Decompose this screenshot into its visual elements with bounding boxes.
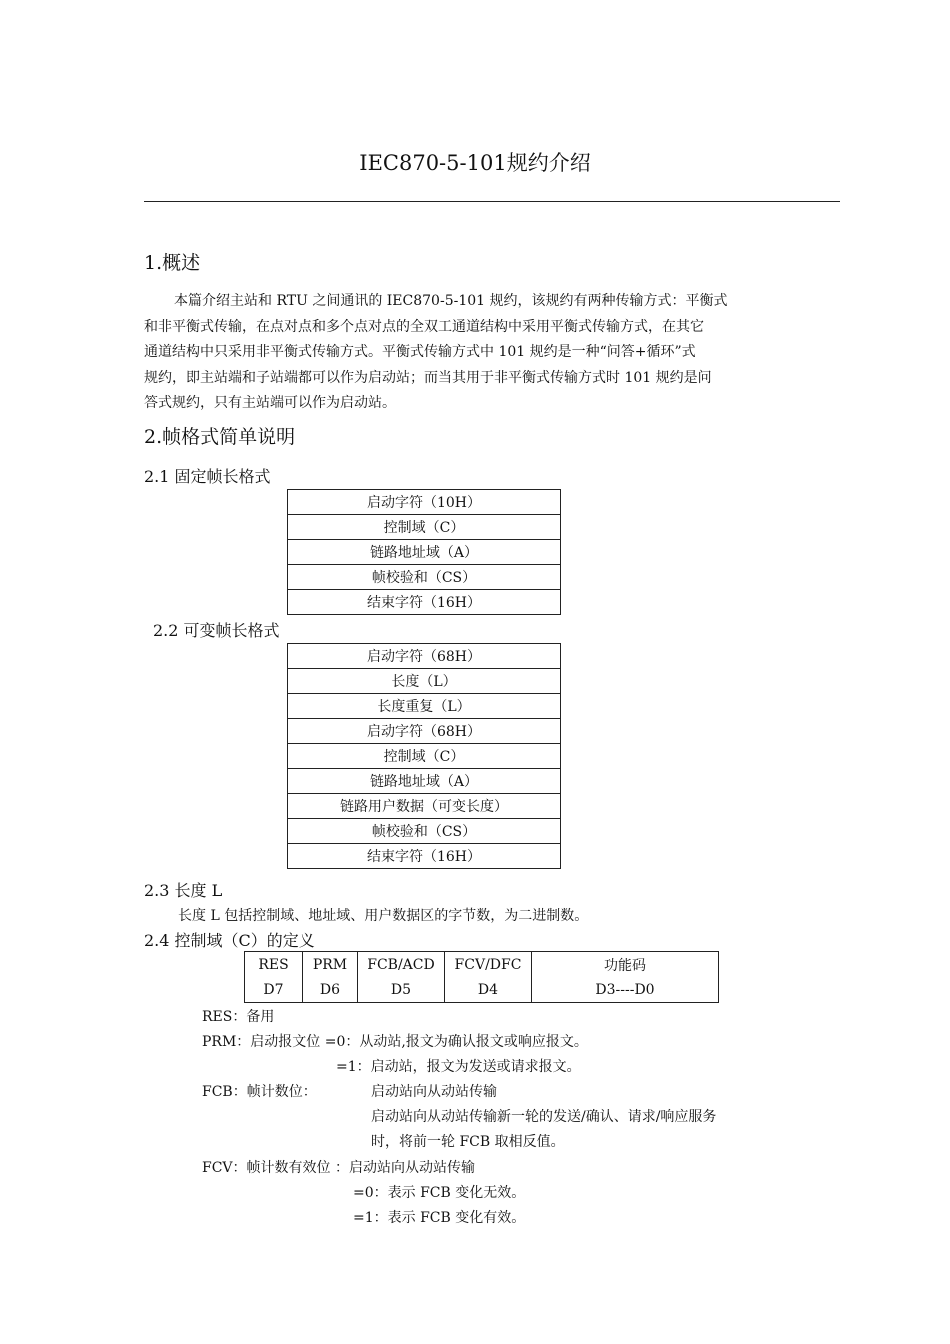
overview-paragraph — [144, 289, 810, 417]
fcv-definition: FCV：帧计数有效位 ：启动站向从动站传输 — [202, 1160, 475, 1176]
prm-definition-1: =1：启动站，报文为发送或请求报文。 — [336, 1059, 581, 1075]
variable-frame-cell: 控制域（C） — [288, 744, 561, 769]
fcb-description: 启动站向从动站传输新一轮的发送/确认、请求/响应服务 — [371, 1109, 717, 1125]
variable-frame-cell: 启动字符（68H） — [288, 719, 561, 744]
fixed-frame-heading: 2.1 固定帧长格式 — [144, 467, 271, 486]
control-bit-position: D6 — [303, 977, 358, 1003]
variable-frame-cell: 长度（L） — [288, 669, 561, 694]
control-bit-position: D3----D0 — [532, 977, 719, 1003]
fixed-frame-table — [287, 489, 561, 615]
control-bit-position: D5 — [358, 977, 445, 1003]
overview-line: 通道结构中只采用非平衡式传输方式。平衡式传输方式中 101 规约是一种“问答+循环”式 — [144, 344, 696, 361]
fixed-frame-cell: 帧校验和（CS） — [288, 565, 561, 590]
fcv-definition-1: =1：表示 FCB 变化有效。 — [353, 1210, 526, 1226]
fixed-frame-cell: 控制域（C） — [288, 515, 561, 540]
control-bit-name: PRM — [303, 952, 358, 978]
title-divider — [144, 201, 840, 202]
overview-line: 答式规约，只有主站端可以作为启动站。 — [144, 395, 396, 412]
fcb-description: 启动站向从动站传输 — [371, 1084, 497, 1100]
length-description: 长度 L 包括控制域、地址域、用户数据区的字节数，为二进制数。 — [178, 908, 589, 924]
prm-definition: PRM：启动报文位 =0：从动站,报文为确认报文或响应报文。 — [202, 1034, 588, 1050]
res-definition: RES：备用 — [202, 1009, 275, 1025]
control-field-heading: 2.4 控制域（C）的定义 — [144, 931, 315, 950]
control-bit-name: RES — [245, 952, 303, 978]
control-bit-position: D4 — [445, 977, 532, 1003]
overview-line: 本篇介绍主站和 RTU 之间通讯的 IEC870-5-101 规约，该规约有两种传输方式：平衡式 — [174, 293, 728, 309]
section-2-heading: 2.帧格式简单说明 — [144, 426, 296, 448]
section-1-heading: 1.概述 — [144, 252, 201, 274]
variable-frame-cell: 链路地址域（A） — [288, 769, 561, 794]
fixed-frame-cell: 结束字符（16H） — [288, 590, 561, 615]
overview-line: 规约，即主站端和子站端都可以作为启动站；而当其用于非平衡式传输方式时 101 规约是问 — [144, 369, 712, 386]
variable-frame-cell: 帧校验和（CS） — [288, 819, 561, 844]
variable-frame-heading: 2.2 可变帧长格式 — [153, 621, 280, 640]
length-heading: 2.3 长度 L — [144, 881, 223, 900]
variable-frame-table — [287, 643, 561, 869]
control-bit-name: 功能码 — [532, 952, 719, 978]
variable-frame-cell: 长度重复（L） — [288, 694, 561, 719]
control-field-table — [244, 951, 719, 1003]
control-bit-name: FCV/DFC — [445, 952, 532, 978]
overview-line: 和非平衡式传输，在点对点和多个点对点的全双工通道结构中采用平衡式传输方式，在其它 — [144, 318, 704, 335]
fcv-definition-0: =0：表示 FCB 变化无效。 — [353, 1185, 526, 1201]
fixed-frame-cell: 链路地址域（A） — [288, 540, 561, 565]
control-bit-position: D7 — [245, 977, 303, 1003]
fcb-label: FCB：帧计数位： — [202, 1084, 317, 1100]
variable-frame-cell: 链路用户数据（可变长度） — [288, 794, 561, 819]
variable-frame-cell: 启动字符（68H） — [288, 644, 561, 669]
fcb-description: 时，将前一轮 FCB 取相反值。 — [371, 1134, 565, 1150]
fixed-frame-cell: 启动字符（10H） — [288, 490, 561, 515]
page-title: IEC870-5-101规约介绍 — [359, 151, 591, 175]
control-bit-name: FCB/ACD — [358, 952, 445, 978]
variable-frame-cell: 结束字符（16H） — [288, 844, 561, 869]
